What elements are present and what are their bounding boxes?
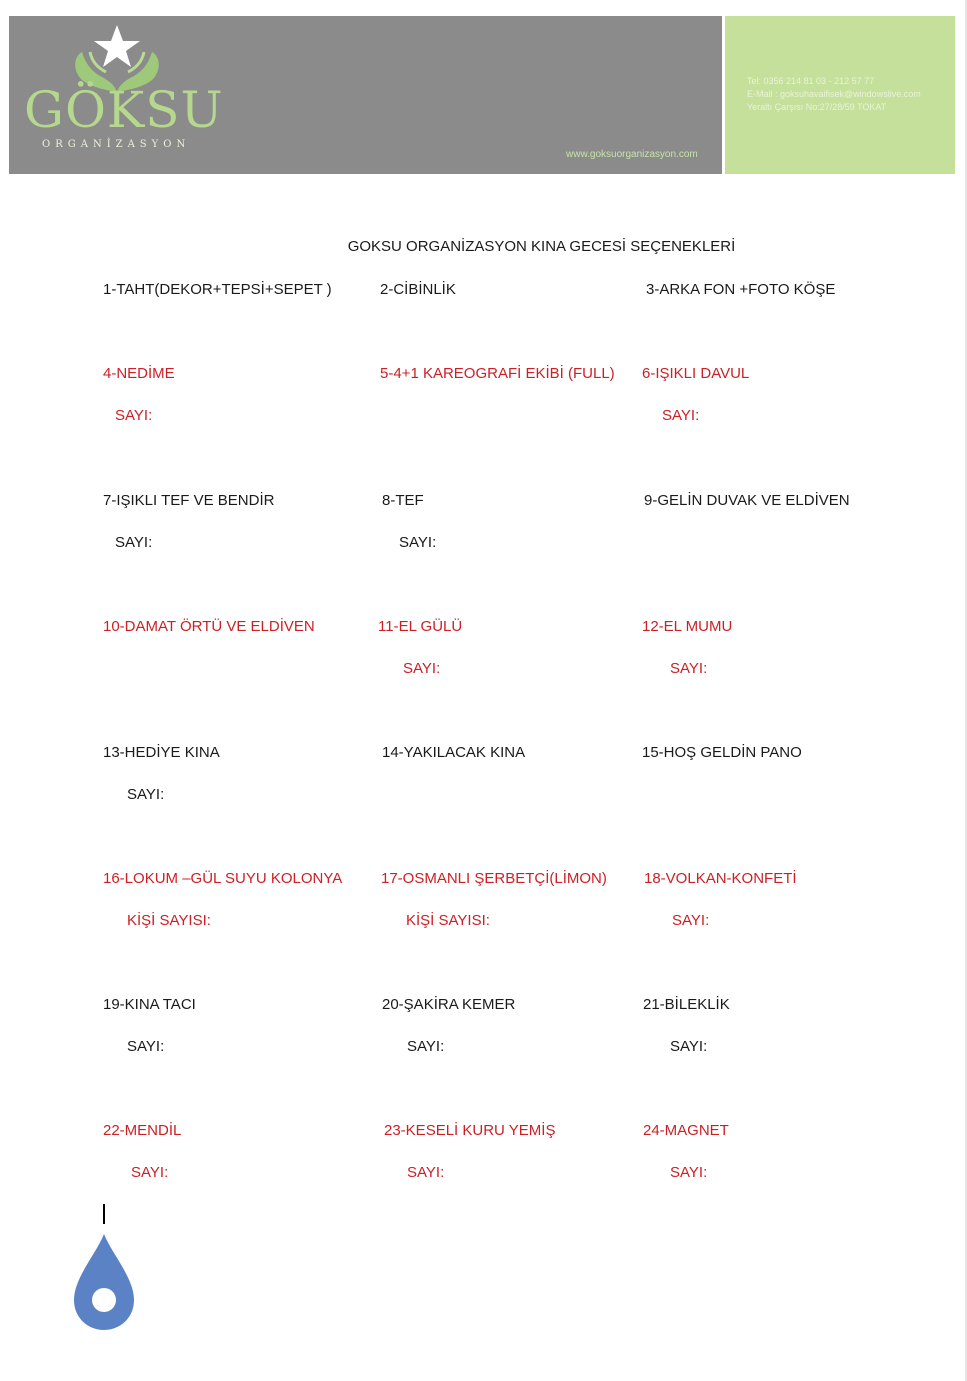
logo-wordmark: GÖKSU: [24, 81, 224, 139]
item-count-label: SAYI:: [670, 1164, 708, 1181]
item-count-label: SAYI:: [662, 407, 700, 424]
item-label: 5-4+1 KAREOGRAFİ EKİBİ (FULL): [380, 365, 615, 382]
item-label: 1-TAHT(DEKOR+TEPSİ+SEPET ): [103, 281, 332, 298]
contact-block: [747, 75, 921, 114]
item-label: 24-MAGNET: [643, 1122, 729, 1139]
item-label: 10-DAMAT ÖRTÜ VE ELDİVEN: [103, 618, 315, 635]
item-label: 13-HEDİYE KINA: [103, 744, 220, 761]
item-label: 12-EL MUMU: [642, 618, 733, 635]
contact-phone: Tel: 0356 214 81 03 - 212 57 77: [747, 76, 875, 86]
item-count-label: SAYI:: [407, 1164, 445, 1181]
item-label: 3-ARKA FON +FOTO KÖŞE: [646, 281, 836, 298]
selection-handle-icon[interactable]: [72, 1232, 136, 1332]
item-count-label: SAYI:: [670, 1038, 708, 1055]
item-count-label: KİŞİ SAYISI:: [406, 912, 490, 929]
item-count-label: SAYI:: [407, 1038, 445, 1055]
item-count-label: SAYI:: [672, 912, 710, 929]
item-count-label: SAYI:: [399, 534, 437, 551]
item-count-label: SAYI:: [131, 1164, 169, 1181]
item-label: 6-IŞIKLI DAVUL: [642, 365, 750, 382]
contact-address: Yeraltı Çarşısı No:27/28/59 TOKAT: [747, 102, 887, 112]
item-label: 8-TEF: [382, 492, 424, 509]
item-label: 16-LOKUM –GÜL SUYU KOLONYA: [103, 870, 343, 887]
item-label: 18-VOLKAN-KONFETİ: [644, 870, 797, 887]
item-label: 20-ŞAKİRA KEMER: [382, 996, 516, 1013]
item-label: 11-EL GÜLÜ: [378, 618, 463, 635]
item-label: 9-GELİN DUVAK VE ELDİVEN: [644, 492, 850, 509]
item-count-label: SAYI:: [115, 534, 153, 551]
logo-subtitle: ORGANİZASYON: [42, 139, 191, 150]
item-label: 19-KINA TACI: [103, 996, 196, 1013]
text-cursor[interactable]: [103, 1204, 105, 1224]
item-count-label: SAYI:: [115, 407, 153, 424]
item-count-label: SAYI:: [127, 786, 165, 803]
item-count-label: SAYI:: [403, 660, 441, 677]
item-label: 17-OSMANLI ŞERBETÇİ(LİMON): [381, 870, 607, 887]
item-label: 21-BİLEKLİK: [643, 996, 730, 1013]
item-count-label: SAYI:: [127, 1038, 165, 1055]
item-count-label: SAYI:: [670, 660, 708, 677]
item-label: 23-KESELİ KURU YEMİŞ: [384, 1122, 556, 1139]
item-label: 2-CİBİNLİK: [380, 281, 456, 298]
document-title: GOKSU ORGANİZASYON KINA GECESİ SEÇENEKLERİ: [347, 238, 736, 255]
item-count-label: KİŞİ SAYISI:: [127, 912, 211, 929]
item-label: 4-NEDİME: [103, 365, 175, 382]
item-label: 14-YAKILACAK KINA: [382, 744, 526, 761]
item-label: 7-IŞIKLI TEF VE BENDİR: [103, 492, 275, 509]
contact-email: E-Mail : goksuhavaifisek@windowslive.com: [747, 89, 921, 99]
item-label: 15-HOŞ GELDİN PANO: [642, 744, 802, 761]
item-label: 22-MENDİL: [103, 1122, 182, 1139]
website-url: www.goksuorganizasyon.com: [566, 149, 698, 160]
